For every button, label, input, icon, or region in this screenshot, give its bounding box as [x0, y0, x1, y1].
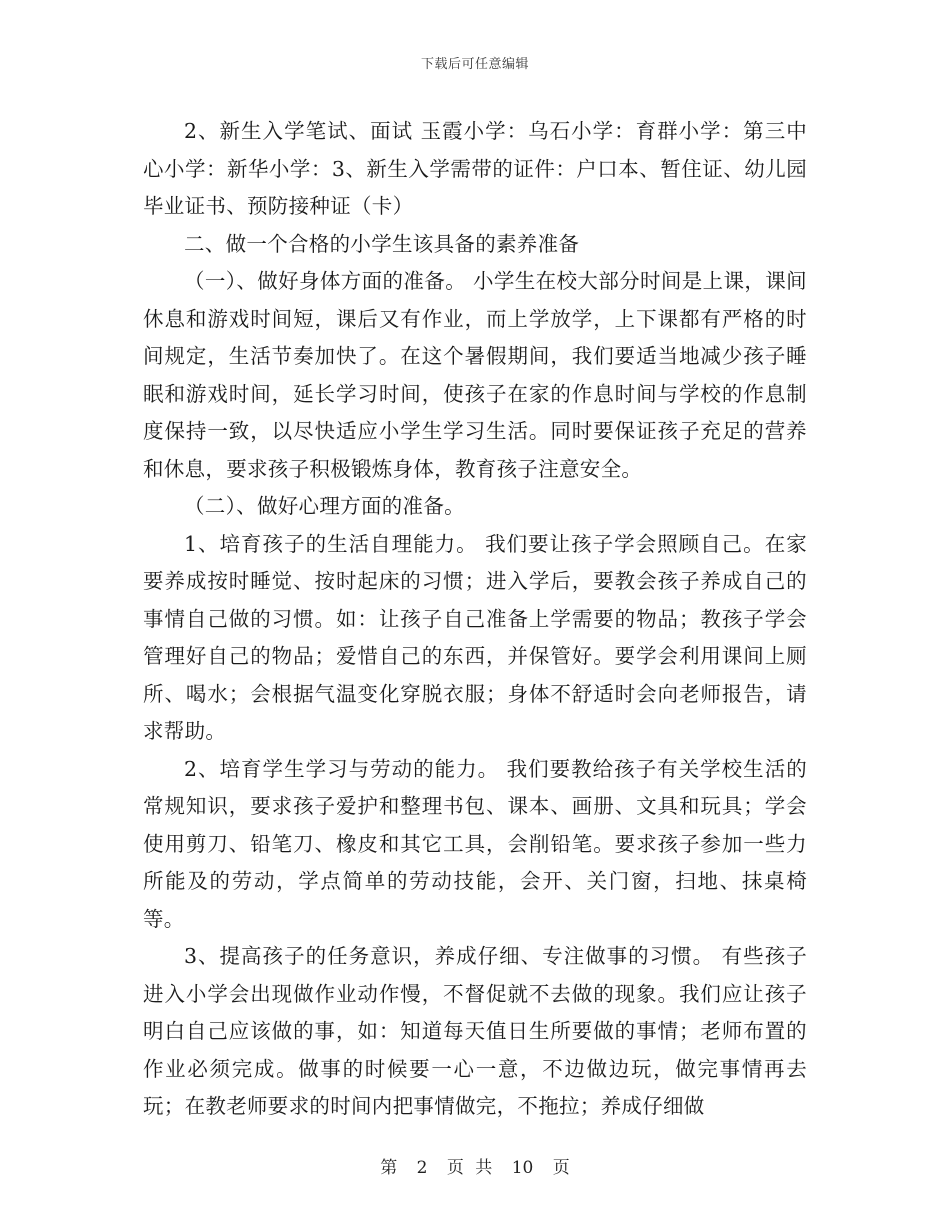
header-text: 下载后可任意编辑 — [420, 57, 529, 72]
footer-prefix: 第 — [380, 1158, 398, 1178]
paragraph: 2、新生入学笔试、面试 玉霞小学：乌石小学：育群小学：第三中心小学：新华小学：3、新生入学需带的证件：户口本、暂住证、幼儿园毕业证书、预防接种证（卡） — [143, 119, 807, 218]
paragraph: 2、培育学生学习与劳动的能力。 我们要教给孩子有关学校生活的常规知识，要求孩子爱护和整理书包、课本、画册、文具和玩具；学会使用剪刀、铅笔刀、橡皮和其它工具，会削铅笔。要求孩子参加一些力所能及的劳动，学点简单的劳动技能，会开、关门窗，扫地、抹桌椅等。 — [143, 756, 807, 931]
page-footer — [0, 1153, 950, 1178]
paragraph: （一）、做好身体方面的准备。 小学生在校大部分时间是上课，课间休息和游戏时间短，课后又有作业，而上学放学，上下课都有严格的时间规定，生活节奏加快了。在这个暑假期间，我们要适当地减少孩子睡眠和游戏时间，延长学习时间，使孩子在家的作息时间与学校的作息制度保持一致，以尽快适应小学生学习生活。同时要保证孩子充足的营养和休息，要求孩子积极锻炼身体，教育孩子注意安全。 — [143, 269, 807, 481]
subsection-heading: （二）、做好心理方面的准备。 — [184, 494, 465, 518]
footer-page-number: 2 — [416, 1158, 428, 1178]
footer-middle: 页 共 — [446, 1158, 493, 1178]
paragraph: 3、提高孩子的任务意识，养成仔细、专注做事的习惯。 有些孩子进入小学会出现做作业动作慢，不督促就不去做的现象。我们应让孩子明白自己应该做的事，如：知道每天值日生所要做的事情；老师布置的作业必须完成。做事的时候要一心一意，不边做边玩，做完事情再去玩；在教老师要求的时间内把事情做完，不拖拉；养成仔细做 — [143, 944, 807, 1118]
footer-total-pages: 10 — [511, 1158, 534, 1178]
footer-suffix: 页 — [552, 1158, 570, 1178]
paragraph: 1、培育孩子的生活自理能力。 我们要让孩子学会照顾自己。在家要养成按时睡觉、按时起床的习惯；进入学后，要教会孩子养成自己的事情自己做的习惯。如：让孩子自己准备上学需要的物品；教孩子学会管理好自己的物品；爱惜自己的东西，并保管好。要学会利用课间上厕所、喝水；会根据气温变化穿脱衣服；身体不舒适时会向老师报告，请求帮助。 — [143, 531, 807, 743]
section-heading: 二、做一个合格的小学生该具备的素养准备 — [184, 231, 580, 256]
page-header — [0, 53, 950, 72]
document-body — [143, 113, 807, 1126]
